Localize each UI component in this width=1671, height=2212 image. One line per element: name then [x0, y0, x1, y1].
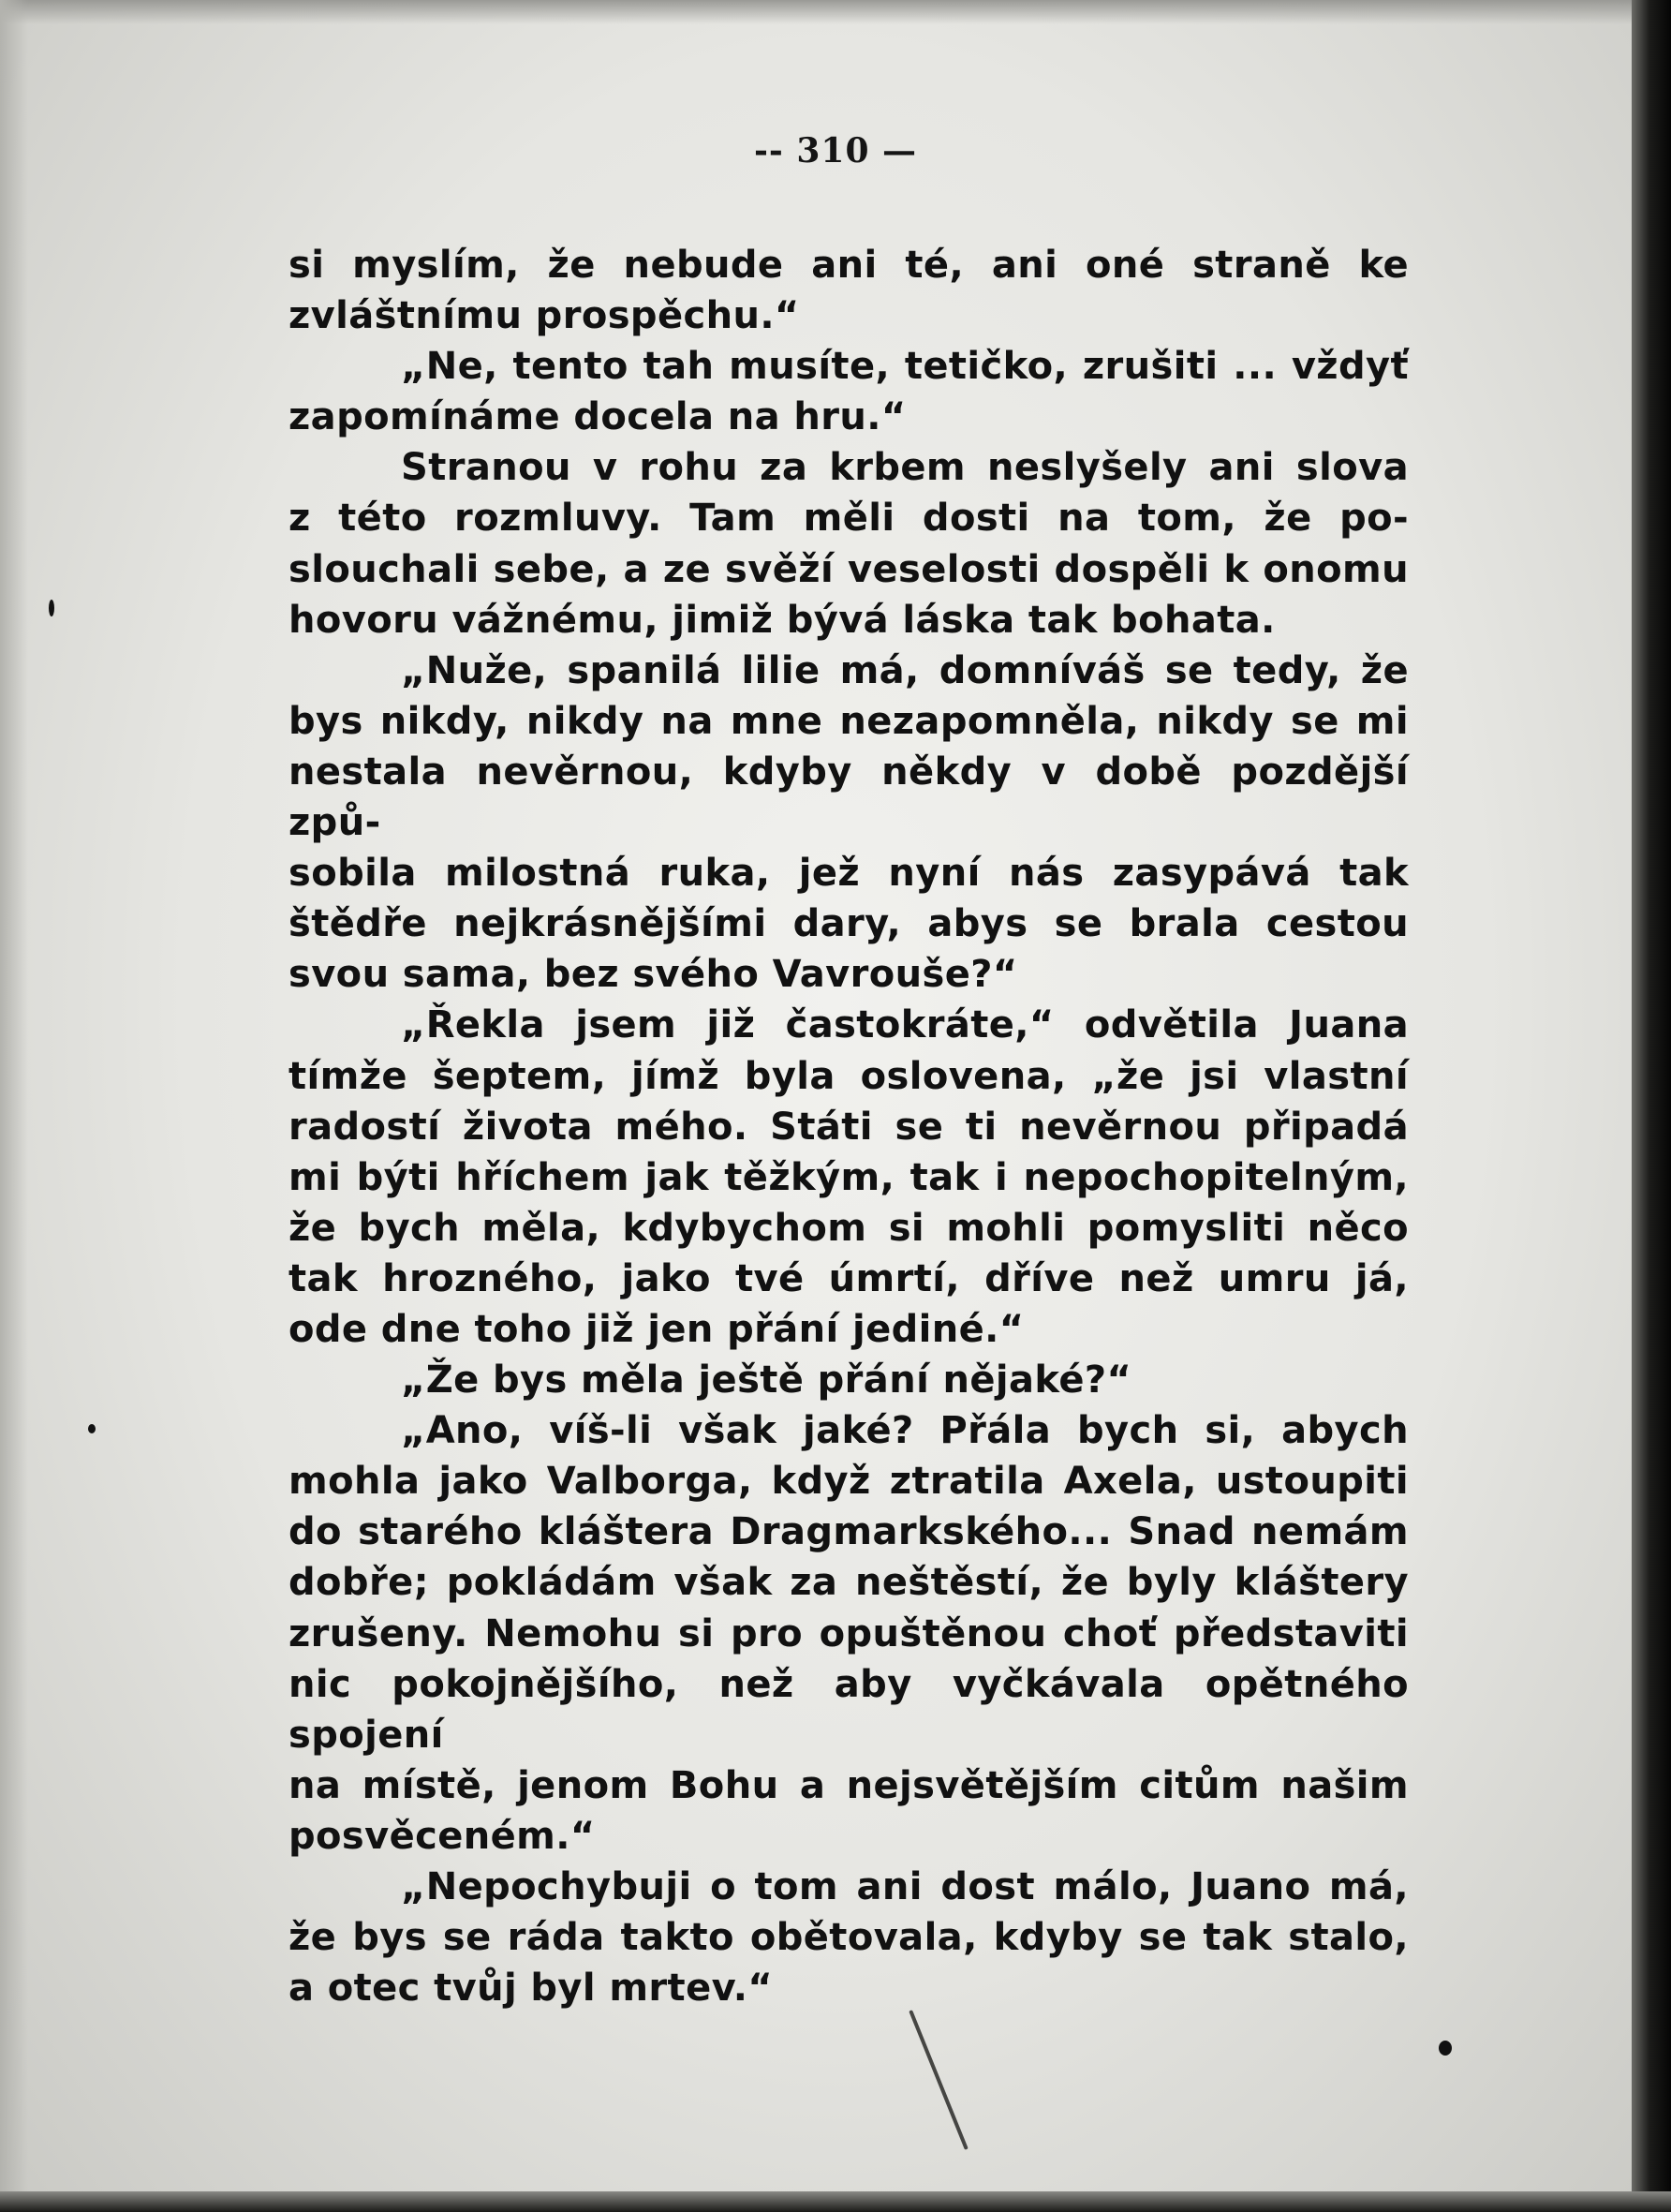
scan-scratch-mark	[909, 2010, 969, 2150]
text-line: mohla jako Valborga, když ztratila Axela, ustoupiti	[288, 1460, 1409, 1504]
text-line: „Nepochybuji o tom ani dost málo, Juano má,	[401, 1865, 1409, 1908]
text-line: posvěceném.“	[288, 1814, 596, 1858]
text-line: že bych měla, kdybychom si mohli pomysliti něco	[288, 1206, 1409, 1250]
text-line: „Nuže, spanilá lilie má, domníváš se tedy, že	[401, 648, 1409, 692]
text-line: hovoru vážnému, jimiž bývá láska tak bohata.	[288, 598, 1276, 642]
paragraph	[288, 240, 1409, 341]
scan-edge-left	[0, 0, 28, 2212]
text-line: a otec tvůj byl mrtev.“	[288, 1967, 774, 2011]
paragraph	[288, 1000, 1409, 1355]
text-line: bys nikdy, nikdy na mne nezapomněla, nikdy se mi	[288, 699, 1409, 743]
text-line: z této rozmluvy. Tam měli dosti na tom, že po-	[288, 497, 1409, 541]
ink-speck	[88, 1424, 96, 1433]
text-line: sobila milostná ruka, jež nyní nás zasypává tak	[288, 852, 1409, 896]
paragraph	[288, 341, 1409, 442]
paragraph	[288, 1355, 1409, 1405]
text-line: na místě, jenom Bohu a nejsvětějším citům našim	[288, 1763, 1409, 1807]
text-line: si myslím, že nebude ani té, ani oné straně ke	[288, 244, 1409, 287]
body-text	[288, 240, 1409, 2013]
paragraph	[288, 646, 1409, 1001]
scan-edge-right	[1632, 0, 1671, 2212]
text-line: Stranou v rohu za krbem neslyšely ani slova	[401, 446, 1409, 490]
text-line: „Ne, tento tah musíte, tetičko, zrušiti ... vždyť	[401, 345, 1409, 389]
page-number: -- 310 —	[753, 131, 918, 171]
text-line: zrušeny. Nemohu si pro opuštěnou choť představiti	[288, 1611, 1409, 1655]
text-line: zvláštnímu prospěchu.“	[288, 294, 800, 338]
text-line: že bys se ráda takto obětovala, kdyby se tak stalo,	[288, 1916, 1409, 1960]
paragraph	[288, 442, 1409, 645]
text-line: „Ano, víš-li však jaké? Přála bych si, abych	[401, 1409, 1409, 1453]
text-line: tak hrozného, jako tvé úmrtí, dříve než umru já,	[288, 1256, 1409, 1300]
ink-speck	[49, 600, 54, 616]
text-line: svou sama, bez svého Vavrouše?“	[288, 953, 1018, 997]
text-line: radostí života mého. Státi se ti nevěrnou připadá	[288, 1105, 1409, 1149]
text-line: dobře; pokládám však za neštěstí, že byly kláštery	[288, 1561, 1409, 1605]
text-line: mi býti hříchem jak těžkým, tak i nepochopitelným,	[288, 1155, 1409, 1199]
text-line: zapomínáme docela na hru.“	[288, 395, 907, 439]
text-line: tímže šeptem, jímž byla oslovena, „že jsi vlastní	[288, 1054, 1409, 1098]
text-line: „Řekla jsem již častokráte,“ odvětila Juana	[401, 1003, 1409, 1047]
ink-speck	[1439, 2041, 1452, 2056]
text-line: „Že bys měla ještě přání nějaké?“	[401, 1358, 1132, 1403]
text-line: nestala nevěrnou, kdyby někdy v době pozdější způ-	[288, 750, 1409, 845]
paragraph	[288, 1405, 1409, 1862]
text-line: ode dne toho již jen přání jediné.“	[288, 1307, 1025, 1351]
scan-edge-bottom	[0, 2191, 1671, 2212]
text-line: štědře nejkrásnějšími dary, abys se brala cestou	[288, 902, 1409, 946]
text-line: nic pokojnějšího, než aby vyčkávala opětného spojení	[288, 1662, 1409, 1757]
text-line: do starého kláštera Dragmarkského... Snad nemám	[288, 1510, 1409, 1554]
text-line: slouchali sebe, a ze svěží veselosti dospěli k onomu	[288, 547, 1409, 591]
scan-edge-top	[0, 0, 1671, 24]
paragraph	[288, 1862, 1409, 2013]
